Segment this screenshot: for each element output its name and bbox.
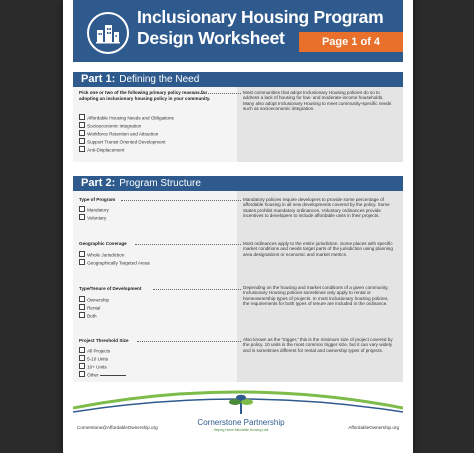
page-footer bbox=[73, 382, 403, 453]
footer-website[interactable]: AffordableOwnership.org bbox=[348, 425, 399, 430]
part2-section bbox=[73, 191, 403, 382]
footer-email[interactable]: Cornerstone@AffordableOwnership.org bbox=[77, 425, 158, 430]
part1-heading: Part 1: Defining the Need bbox=[73, 72, 403, 87]
other-input-line[interactable] bbox=[100, 375, 126, 376]
tenure-question: Type/Tenure of Development bbox=[79, 286, 142, 291]
checkbox-option[interactable]: Workforce Retention and Attraction bbox=[79, 130, 158, 137]
checkbox-option[interactable]: Mandatory bbox=[79, 206, 109, 213]
part1-section bbox=[73, 87, 403, 162]
checkbox-option[interactable]: Support Transit Oriented Development bbox=[79, 138, 165, 145]
part1-question: Pick one or two of the following primary policy reasons for adopting an inclusionary housing policy in your community. bbox=[79, 90, 211, 101]
org-name: Cornerstone Partnership bbox=[197, 418, 285, 427]
checkbox-option[interactable]: 5-10 Units bbox=[79, 355, 108, 362]
threshold-question: Project Threshold Size bbox=[79, 338, 129, 343]
geographic-coverage-explanation: Most ordinances apply to the entire jurisdiction. Some places with specific market conditions and needs target parts of the jurisdiction using planning area designations or economic and market metrics. bbox=[243, 241, 393, 257]
checkbox-option[interactable]: Geographically Targeted Areas bbox=[79, 259, 150, 266]
part1-explanation: Most communities that adopt Inclusionary Housing policies do so to address a lack of housing for low- and moderate-income households. Many also adopt Inclusionary Housing to meet community-specific needs such as socioeconomic integration. bbox=[243, 90, 392, 112]
cornerstone-logo-icon bbox=[221, 394, 261, 416]
checkbox-option[interactable]: Voluntary bbox=[79, 214, 106, 221]
checkbox-option[interactable]: Whole Jurisdiction bbox=[79, 251, 124, 258]
worksheet-title: Inclusionary Housing Program Design Worksheet bbox=[137, 7, 384, 48]
page-header bbox=[73, 0, 403, 62]
buildings-icon bbox=[87, 12, 129, 54]
threshold-explanation: Also known as the “trigger,” this is the minimum size of project covered by the policy. 10 units is the most common trigger size, but it can vary widely and is sometimes different for rental and ownership types of projects. bbox=[243, 337, 393, 353]
worksheet-page bbox=[63, 0, 413, 453]
checkbox-option[interactable]: All Projects bbox=[79, 347, 110, 354]
org-tagline: Helping Home Affordable Housing Last bbox=[213, 428, 269, 432]
checkbox-option[interactable]: Socioeconomic Integration bbox=[79, 122, 141, 129]
page-number-badge: Page 1 of 4 bbox=[299, 32, 403, 52]
checkbox-option[interactable]: Other bbox=[79, 371, 126, 378]
checkbox-option[interactable]: Both bbox=[79, 312, 97, 319]
leader-line bbox=[193, 93, 241, 94]
program-type-question: Type of Program bbox=[79, 197, 116, 202]
checkbox-option[interactable]: Anti-Displacement bbox=[79, 146, 124, 153]
checkbox-option[interactable]: Ownership bbox=[79, 296, 109, 303]
part2-heading: Part 2: Program Structure bbox=[73, 176, 403, 191]
checkbox-option[interactable]: Rental bbox=[79, 304, 100, 311]
geographic-coverage-question: Geographic Coverage bbox=[79, 241, 127, 246]
checkbox-option[interactable]: Affordable Housing Needs and Obligations bbox=[79, 114, 174, 121]
checkbox-option[interactable]: 10+ Units bbox=[79, 363, 107, 370]
tenure-explanation: Depending on the housing and market conditions of a given community, Inclusionary Housing policies sometimes only apply to rental or homeownership types of projects. In most inclusionary housing policies, the requirements for both types of tenure are included in the ordinance. bbox=[243, 285, 389, 307]
program-type-explanation: Mandatory policies require developers to provide some percentage of affordable housing in all new developments covered by the policy. Some States prohibit mandatory ordinances. Voluntary ordinances provide incentives to developers to include affordable units in their projects. bbox=[243, 197, 390, 219]
